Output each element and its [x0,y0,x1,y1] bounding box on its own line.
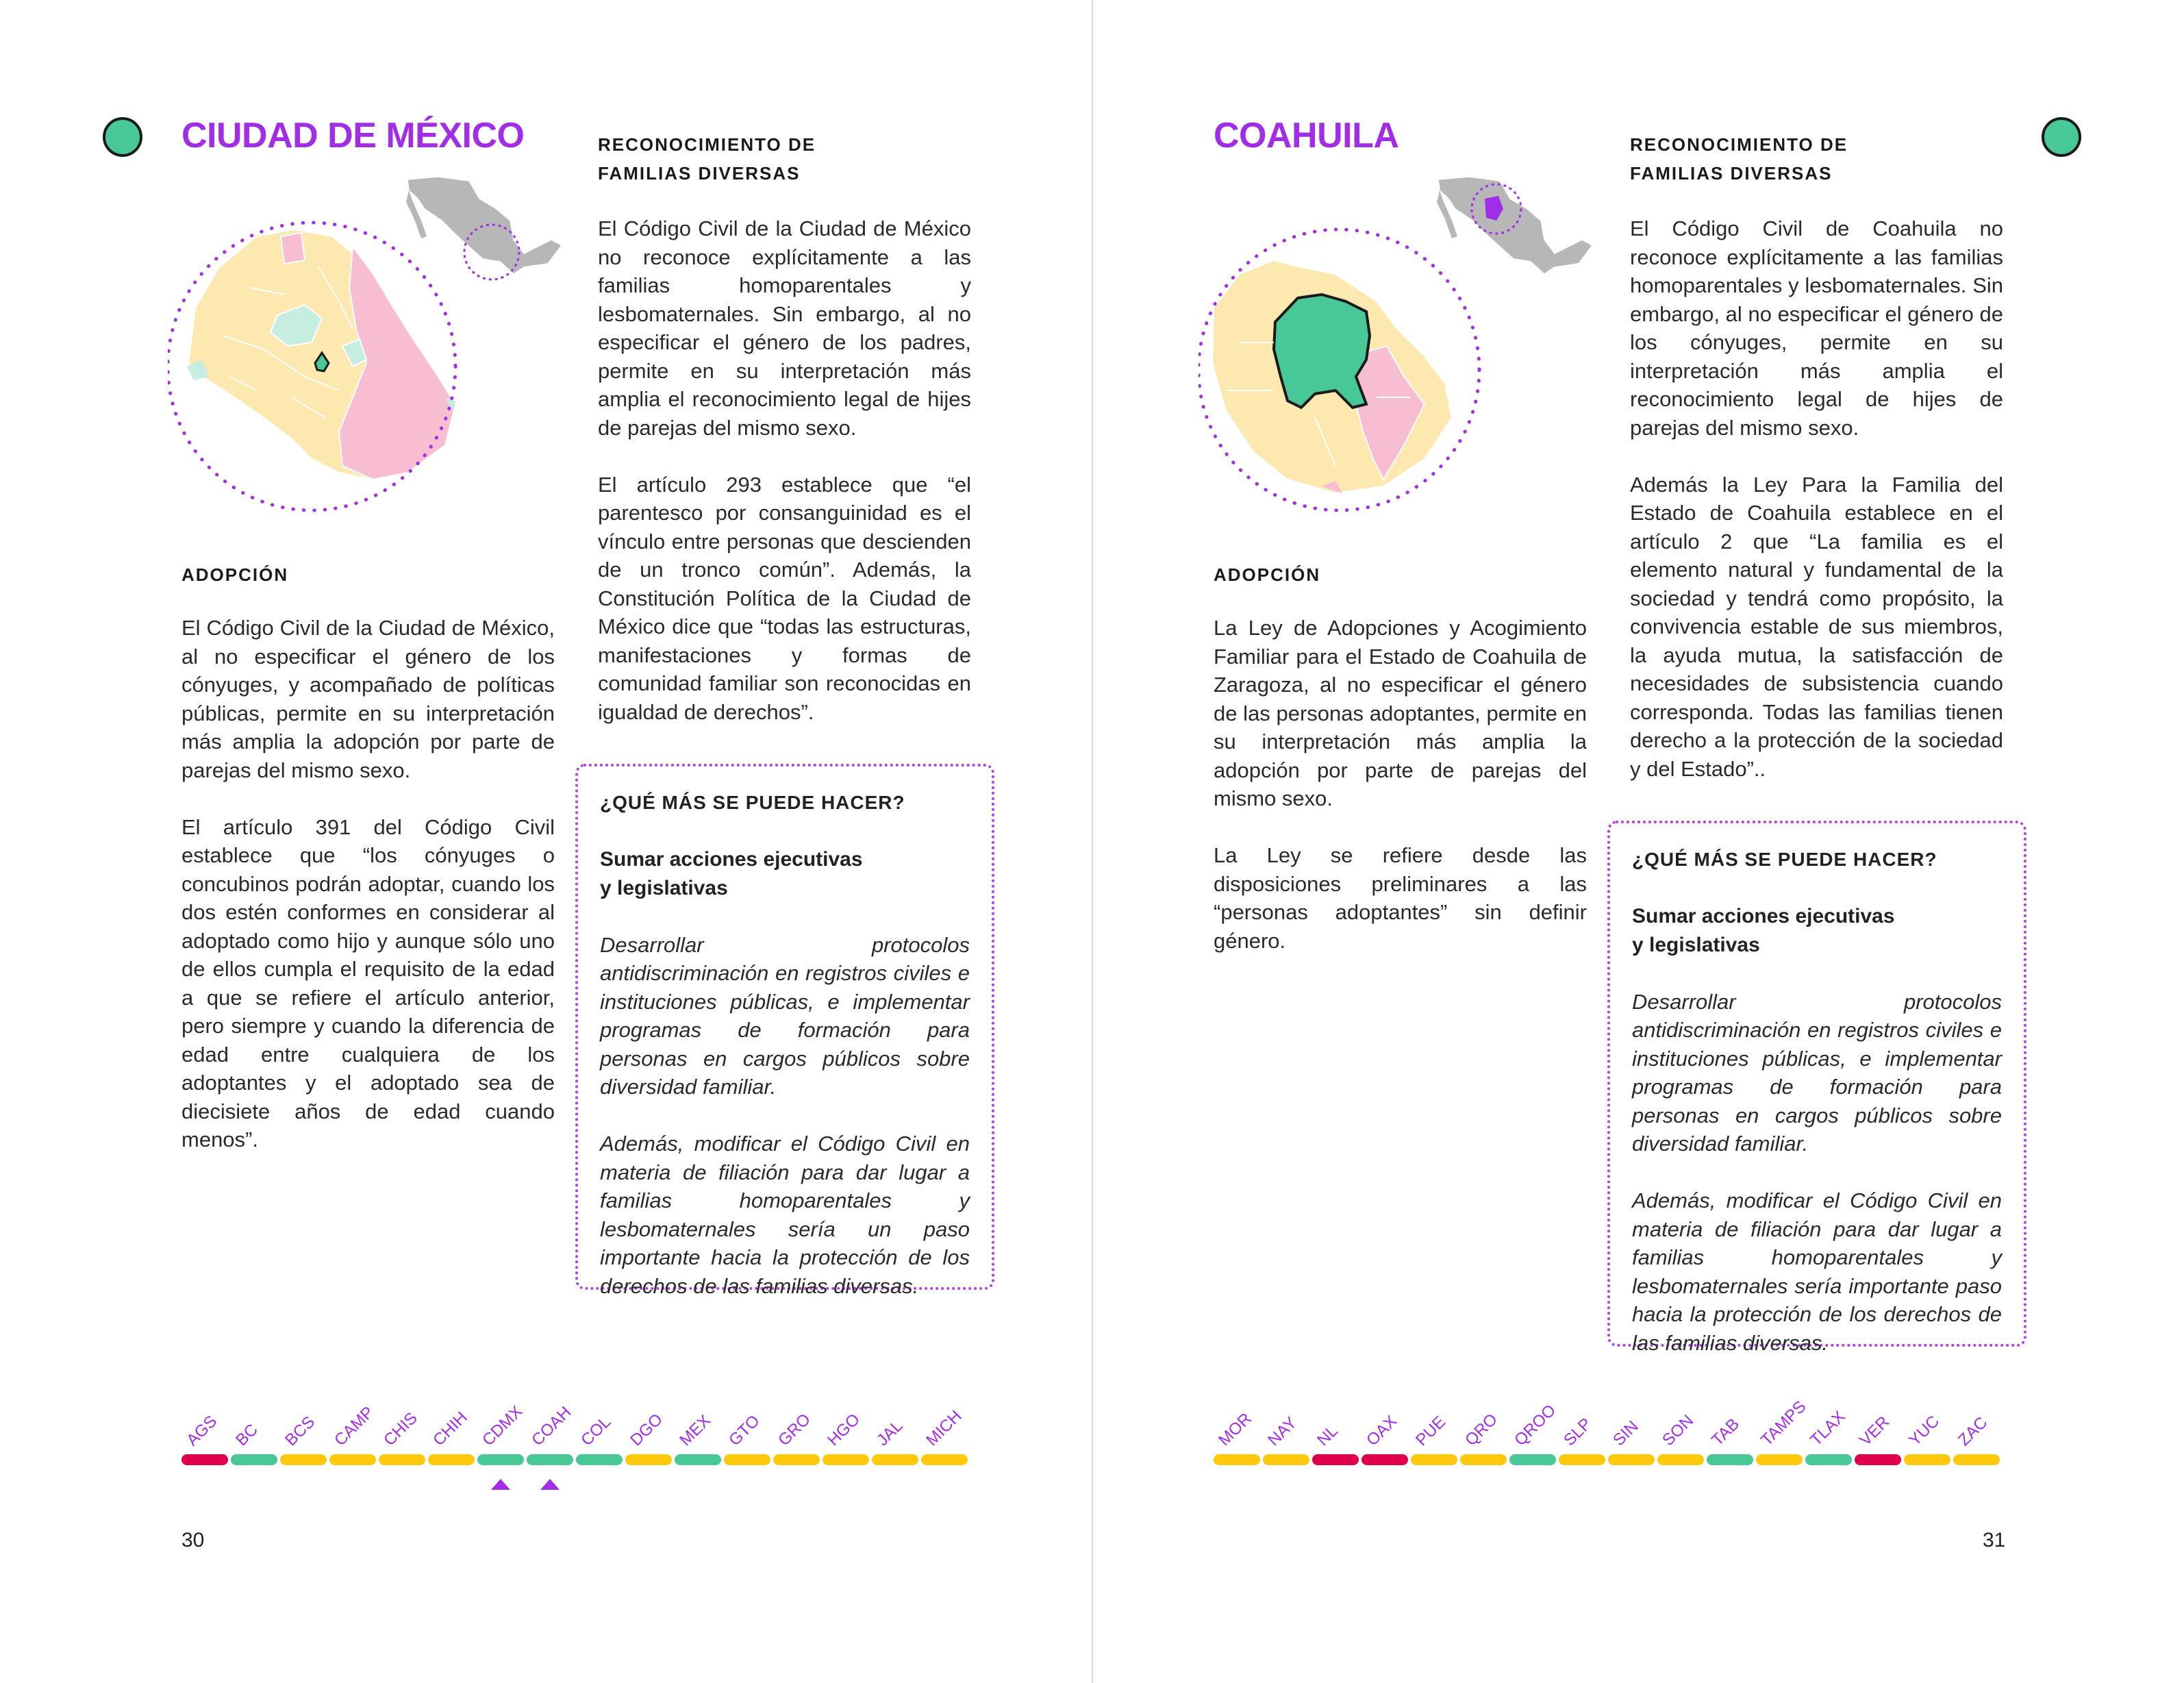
adopcion-paragraph: El Código Civil de la Ciudad de México, al no especificar el género de los cónyuges, y acompañado de políticas públicas, permite en su interpretación más amplia la adopción por parte de parejas del mismo sexo. [181,616,555,782]
state-status-bar [231,1454,277,1465]
state-code-label: PUE [1412,1412,1450,1450]
state-status-bar [379,1454,425,1465]
state-status-bar [527,1454,573,1465]
state-code-label: TAB [1708,1414,1744,1450]
state-code-label: DGO [627,1410,666,1450]
adopcion-heading: ADOPCIÓN [181,564,289,585]
box-subheading-line: Sumar acciones ejecutivas [1632,905,1895,927]
reconocimiento-paragraph: El Código Civil de la Ciudad de México no reconoce explícitamente a las familias homoparentales y lesbomaternales. Sin embargo, al no especificar el género de los padres, permite en su interpretación más amplia el reconocimiento legal de hijes de parejas del mismo sexo. [598,216,971,440]
state-status-bar [1460,1454,1507,1465]
what-else-box [1607,821,2026,1355]
state-status-bar [773,1454,820,1465]
state-code-label: BC [232,1420,262,1450]
box-italic-paragraph: Desarrollar protocolos antidiscriminación en registros civiles e instituciones públicas, e implementar programas de formación para personas en cargos públicos sobre diversidad familiar. [600,932,970,1099]
box-subheading-line: y legislativas [1632,933,1760,956]
reconocimiento-paragraph: El artículo 293 establece que “el parentesco por consanguinidad es el vínculo entre personas que descienden de un tronco común”. Además, la Constitución Política de la Ciudad de México dice que “todas las estructuras, manifestaciones y formas de comunidad familiar son reconocidas en igualdad de derechos”. [598,472,971,724]
state-status-bar [1361,1454,1408,1465]
state-code-label: GRO [775,1410,814,1450]
state-code-label: COL [577,1412,615,1450]
state-status-bar [675,1454,721,1465]
state-code-label: BCS [281,1412,319,1450]
state-code-label: OAX [1363,1412,1401,1450]
state-code-label: NL [1314,1421,1342,1450]
what-else-box [575,764,994,1298]
state-status-bar [1756,1454,1803,1465]
state-code-label: AGS [183,1412,221,1450]
box-italic-paragraph: Desarrollar protocolos antidiscriminación en registros civiles e instituciones públicas, e implementar programas de formación para personas en cargos públicos sobre diversidad familiar. [1632,989,2002,1156]
state-code-label: TLAX [1807,1407,1849,1450]
page-title: CIUDAD DE MÉXICO [181,116,525,155]
state-marker-triangle [491,1479,510,1490]
state-status-bar [1312,1454,1359,1465]
state-status-bar [1411,1454,1457,1465]
box-italic-paragraph: Además, modificar el Código Civil en materia de filiación para dar lugar a familias homoparentales y lesbomaternales sería importante paso hacia la protección de los derechos de las familias diversas. [1632,1188,2002,1355]
state-code-label: SLP [1560,1414,1596,1450]
state-code-label: COAH [528,1403,575,1450]
state-status-bar [1214,1454,1260,1465]
status-dot [2042,117,2081,157]
state-code-label: VER [1856,1412,1894,1450]
reconocimiento-heading [598,130,816,188]
state-code-label: QROO [1511,1401,1560,1450]
state-marker-triangle [540,1479,560,1490]
reconocimiento-paragraph: Además la Ley Para la Familia del Estado de Coahuila establece en el artículo 2 que “La familia es el elemento natural y fundamental de la sociedad y tendrá como propósito, la convivencia estable de sus miembros, la ayuda mutua, la satisfacción de necesidades de subsistencia cuando corresponda. Todas las familias tienen derecho a la protección de la sociedad y del Estado”.. [1630,472,2003,781]
reconocimiento-heading [1630,130,1848,188]
adopcion-text [1214,614,1587,984]
box-heading: ¿QUÉ MÁS SE PUEDE HACER? [600,792,905,813]
state-status-bar [477,1454,524,1465]
state-code-label: CDMX [479,1402,527,1450]
state-code-label: MOR [1215,1409,1255,1450]
state-code-label: GTO [725,1411,764,1450]
mexico-mini-map [406,177,562,274]
reconocimiento-text [1630,214,2003,812]
state-code-label: MEX [676,1411,715,1450]
page-title: COAHUILA [1214,116,1399,155]
state-status-bar [329,1454,376,1465]
region-map [187,229,455,479]
state-status-bar [625,1454,672,1465]
state-status-bar [724,1454,770,1465]
page-right [1092,0,2184,1683]
status-dot [103,117,142,157]
state-status-bar [428,1454,475,1465]
state-status-bar [1559,1454,1605,1465]
reconocimiento-heading-line: RECONOCIMIENTO DE [1630,134,1848,155]
reconocimiento-paragraph: El Código Civil de Coahuila no reconoce explícitamente a las familias homoparentales y lesbomaternales. Sin embargo, al no especificar el género de los cónyuges, permite en su interpretación más amplia el reconocimiento legal de hijes de parejas del mismo sexo. [1630,216,2003,440]
page-number: 31 [1983,1529,2006,1551]
state-status-bar [872,1454,918,1465]
adopcion-text [181,614,555,1182]
state-status-bar [280,1454,327,1465]
reconocimiento-heading-line: FAMILIAS DIVERSAS [1630,163,1833,184]
state-code-label: CAMP [331,1403,378,1450]
state-status-bar [1263,1454,1309,1465]
state-status-bar [1707,1454,1753,1465]
state-status-bar [1509,1454,1556,1465]
state-code-label: TAMPS [1757,1397,1810,1450]
state-status-bar [1657,1454,1704,1465]
adopcion-paragraph: La Ley se refiere desde las disposiciones preliminares a las “personas adoptantes” sin definir género. [1214,843,1587,953]
state-code-label: HGO [824,1410,864,1450]
adopcion-heading: ADOPCIÓN [1214,564,1321,585]
box-italic-paragraph: Además, modificar el Código Civil en materia de filiación para dar lugar a familias homoparentales y lesbomaternales sería un paso importante hacia la protección de los derechos de las familias diversas. [600,1132,970,1298]
box-subheading-line: y legislativas [600,876,728,899]
state-code-label: JAL [873,1416,907,1450]
state-code-label: NAY [1264,1413,1301,1450]
state-status-bar [576,1454,623,1465]
adopcion-paragraph: El artículo 391 del Código Civil establece que “los cónyuges o concubinos podrán adoptar, cuando los dos estén conformes en considerar al adoptado como hijo y aunque sólo uno de ellos cumpla el requisito de la edad a que se refiere el artículo anterior, pero siempre y cuando la diferencia de edad entre cualquiera de los adoptantes y el adoptado sea de diecisiete años de edad cuando menos”. [181,814,555,1151]
reconocimiento-text [598,214,971,755]
state-status-bar [1904,1454,1950,1465]
states-legend [181,1370,972,1493]
adopcion-paragraph: La Ley de Adopciones y Acogimiento Familiar para el Estado de Coahuila de Zaragoza, al no especificar el género de las personas adoptantes, permite en su interpretación más amplia la adopción por parte de parejas del mismo sexo. [1214,616,1587,810]
state-code-label: CHIS [380,1408,421,1450]
state-status-bar [1608,1454,1655,1465]
state-code-label: CHIH [429,1408,471,1450]
page-number: 30 [181,1529,205,1551]
reconocimiento-heading-line: RECONOCIMIENTO DE [598,134,816,155]
state-code-label: QRO [1461,1410,1501,1450]
state-code-label: MICH [922,1406,966,1450]
reconocimiento-heading-line: FAMILIAS DIVERSAS [598,163,801,184]
state-status-bar [1855,1454,1901,1465]
state-code-label: ZAC [1955,1413,1992,1450]
box-subheading [1632,902,2002,959]
box-heading: ¿QUÉ MÁS SE PUEDE HACER? [1632,849,1937,870]
states-legend [1214,1370,2005,1493]
state-code-label: YUC [1905,1412,1944,1450]
coahuila-map-illustration [1198,171,1596,534]
cdmx-map-illustration [168,171,565,541]
state-code-label: SON [1659,1411,1698,1450]
box-subheading [600,845,970,902]
state-code-label: SIN [1609,1417,1642,1450]
box-subheading-line: Sumar acciones ejecutivas [600,848,863,871]
state-status-bar [181,1454,228,1465]
state-status-bar [1805,1454,1852,1465]
state-status-bar [1953,1454,2000,1465]
state-status-bar [823,1454,869,1465]
region-map [1212,260,1452,493]
state-status-bar [921,1454,968,1465]
